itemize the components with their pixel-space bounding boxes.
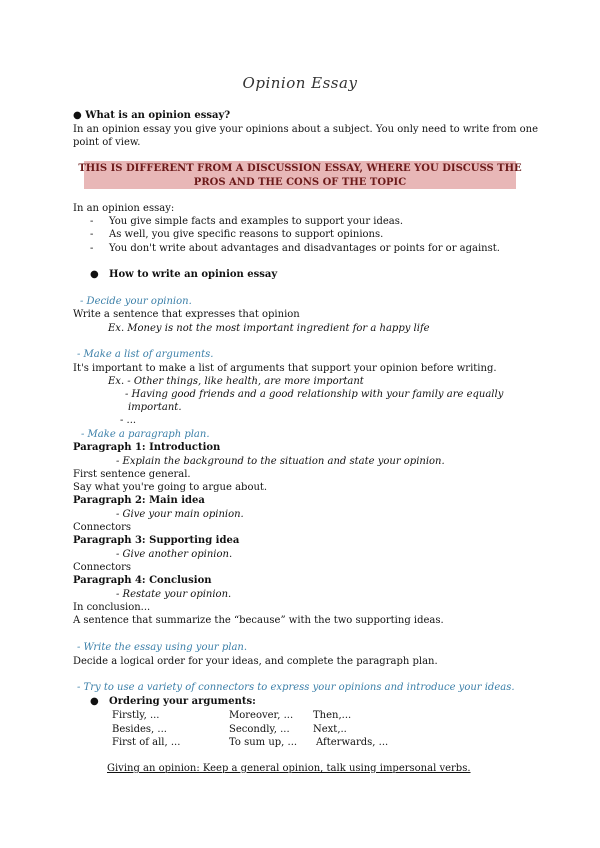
intro-line-2: point of view.: [73, 137, 141, 148]
ordering-heading: Ordering your arguments:: [109, 696, 256, 707]
paragraph-1-sub: - Explain the background to the situation and state your opinion.: [116, 456, 445, 467]
step-connectors: - Try to use a variety of connectors to express your opinions and introduce your ideas.: [77, 682, 515, 693]
banner-line-1: THIS IS DIFFERENT FROM A DISCUSSION ESSAY, WHERE YOU DISCUSS THE: [78, 163, 522, 174]
bullet-dash: -: [90, 216, 94, 227]
paragraph-2-heading: Paragraph 2: Main idea: [73, 495, 205, 506]
step-decide-opinion: - Decide your opinion.: [80, 296, 192, 307]
paragraph-3-sub: - Give another opinion.: [116, 549, 233, 560]
step-list-example-2b: important.: [128, 402, 182, 413]
intro-line-1: In an opinion essay you give your opinions about a subject. You only need to write from one: [73, 124, 539, 135]
connector-col-1-item: Firstly, ...: [112, 710, 160, 721]
step-list-example-2a: - Having good friends and a good relationship with your family are equally: [125, 389, 504, 400]
step-paragraph-plan: - Make a paragraph plan.: [81, 429, 210, 440]
step-list-text: It's important to make a list of arguments that support your opinion before writing.: [73, 363, 497, 374]
step-decide-text: Write a sentence that expresses that opinion: [73, 309, 300, 320]
paragraph-2-sub: - Give your main opinion.: [116, 509, 244, 520]
document-title: Opinion Essay: [242, 74, 358, 92]
bullet-item-1: You give simple facts and examples to support your ideas.: [109, 216, 404, 227]
banner-line-2: PROS AND THE CONS OF THE TOPIC: [193, 177, 407, 188]
paragraph-1-heading: Paragraph 1: Introduction: [73, 442, 221, 453]
in-essay-label: In an opinion essay:: [73, 203, 175, 214]
giving-opinion-heading: Giving an opinion: Keep a general opinion, talk using impersonal verbs.: [107, 763, 471, 774]
paragraph-4-line-2: A sentence that summarize the “because” with the two supporting ideas.: [73, 615, 444, 626]
paragraph-4-heading: Paragraph 4: Conclusion: [73, 575, 212, 586]
connector-col-1-item: First of all, ...: [112, 737, 181, 748]
bullet-item-3: You don't write about advantages and disadvantages or points for or against.: [109, 243, 500, 254]
question-heading: ● What is an opinion essay?: [73, 110, 231, 121]
connector-col-1-item: Besides, ...: [112, 724, 167, 735]
paragraph-1-line-1: First sentence general.: [73, 469, 191, 480]
how-to-heading: How to write an opinion essay: [109, 269, 278, 280]
bullet-dot-icon: ●: [90, 269, 99, 280]
paragraph-4-line-1: In conclusion...: [73, 602, 151, 613]
step-list-arguments: - Make a list of arguments.: [77, 349, 214, 360]
paragraph-1-line-2: Say what you're going to argue about.: [73, 482, 268, 493]
bullet-dash: -: [90, 243, 94, 254]
step-list-example-1: Ex. - Other things, like health, are more important: [108, 376, 364, 387]
step-list-example-3: - ...: [120, 415, 137, 426]
bullet-item-2: As well, you give specific reasons to support opinions.: [109, 229, 384, 240]
step-write-text: Decide a logical order for your ideas, and complete the paragraph plan.: [73, 656, 438, 667]
connector-col-3-item: Next,..: [313, 724, 347, 735]
paragraph-3-line-1: Connectors: [73, 562, 132, 573]
connector-col-2-item: Moreover, ...: [229, 710, 294, 721]
connector-col-2-item: Secondly, ...: [229, 724, 290, 735]
step-decide-example: Ex. Money is not the most important ingredient for a happy life: [108, 323, 430, 334]
paragraph-3-heading: Paragraph 3: Supporting idea: [73, 535, 240, 546]
step-write-essay: - Write the essay using your plan.: [77, 642, 248, 653]
connector-col-2-item: To sum up, ...: [229, 737, 298, 748]
connector-col-3-item: Then,...: [313, 710, 352, 721]
bullet-dot-icon: ●: [90, 696, 99, 707]
paragraph-4-sub: - Restate your opinion.: [116, 589, 232, 600]
paragraph-2-line-1: Connectors: [73, 522, 132, 533]
connector-col-3-item: Afterwards, ...: [316, 737, 389, 748]
bullet-dash: -: [90, 229, 94, 240]
